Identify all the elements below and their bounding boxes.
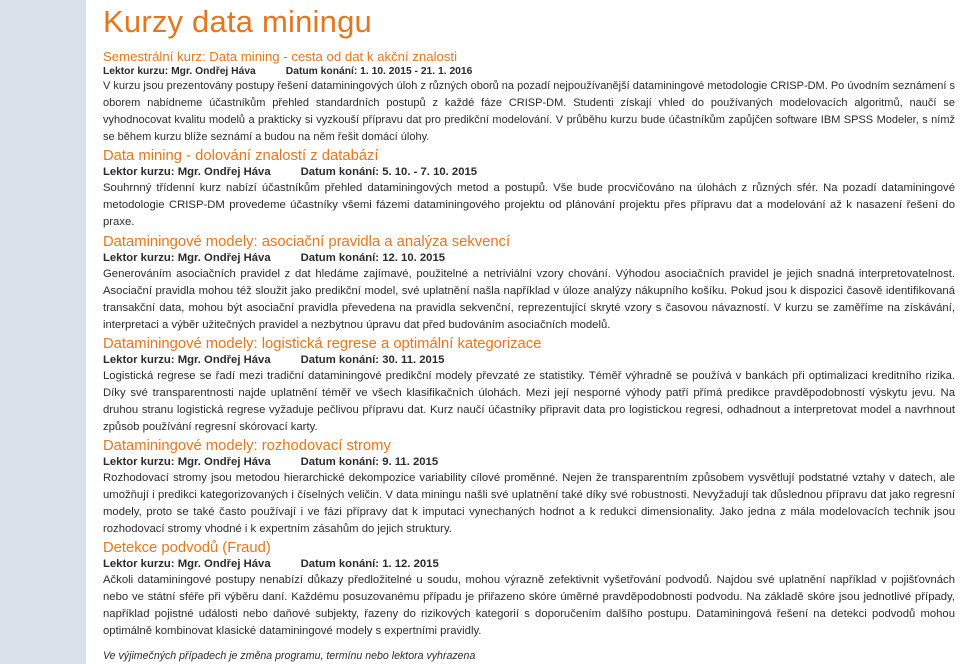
left-decorative-bar <box>0 0 86 664</box>
lecturer: Lektor kurzu: Mgr. Ondřej Háva <box>103 558 271 570</box>
course-title: Data mining - dolování znalostí z databází <box>103 148 379 164</box>
lecturer: Lektor kurzu: Mgr. Ondřej Háva <box>103 354 271 366</box>
course-description: Ačkoli dataminingové postupy nenabízí důkazy předložitelné u soudu, mohou výrazně zefektivnit vyšetřování podvodů. Najdou své uplatnění například v pojišťovnách nebo ve státní sféře při výběru daní. Každému posuzovanému případu je přiřazeno skóre úměrné pravděpodobnosti podvodu. Na základě skóre jsou jednotlivé případy, například pojistné události nebo daňové subjekty, řazeny do rizikových kategorií s doporučením dalšího postupu. Dataminingová řešení na detekci podvodů mohou optimálně kombinovat klasické dataminingové modely s expertními pravidly. <box>103 574 955 637</box>
course-date: Datum konání: 1. 10. 2015 - 21. 1. 2016 <box>285 66 473 77</box>
course-data-mining <box>103 148 955 231</box>
course-meta <box>103 251 955 266</box>
course-logistic-regression <box>103 336 955 436</box>
course-association-rules <box>103 234 955 334</box>
lecturer: Lektor kurzu: Mgr. Ondřej Háva <box>103 456 271 468</box>
course-description: Rozhodovací stromy jsou metodou hierarchické dekompozice variability cílové proměnné. Nejen že transparentním způsobem vysvětlují podstatné vztahy v datech, ale umožňují i predikci kategorizovaných i číselných veličin. V data miningu našli své uplatnění také díky své robustnosti. Nevyžadují tak důslednou přípravu dat jako regresní modely, proto se také často používají i ve fázi přípravy dat k imputaci vynechaných hodnot a k redukci dimensionality. Jako jedna z mála modelovacích technik jsou rozhodovací stromy vhodné i k expertním zásahům do jejich struktury. <box>103 472 955 535</box>
course-semestral <box>103 49 955 146</box>
footer-note: Ve výjimečných případech je změna programu, termínu nebo lektora vyhrazena <box>103 650 476 662</box>
course-title: Semestrální kurz: Data mining - cesta od dat k akční znalosti <box>103 49 458 64</box>
course-date: Datum konání: 12. 10. 2015 <box>300 252 446 264</box>
course-meta <box>103 65 955 78</box>
course-date: Datum konání: 30. 11. 2015 <box>300 354 445 366</box>
course-decision-trees <box>103 438 955 538</box>
main-content <box>103 0 955 640</box>
course-date: Datum konání: 1. 12. 2015 <box>300 558 439 570</box>
course-description: V kurzu jsou prezentovány postupy řešení dataminingových úloh z různých oborů na pozadí nejpoužívanější dataminingové metodologie CRISP-DM. Po úvodním seznámení s oborem nabídneme účastníkům přehled standardních postupů z každé fáze CRISP-DM. Studenti získají vhled do používaných modelovacích algoritmů, naučí se vyhodnocovat kvalitu modelů a prakticky si vyzkouší přípravu dat pro predikční modelování. V průběhu kurzu bude účastníkům zapůjčen software IBM SPSS Modeler, s nímž se během kurzu blíže seznámí a budou na něm řešit domácí úlohy. <box>103 80 955 143</box>
course-description: Generováním asociačních pravidel z dat hledáme zajímavé, použitelné a netriviální vzory chování. Výhodou asociačních pravidel je jejich snadná interpretovatelnost. Asociační pravidla mohou též sloužit jako predikční model, své uplatnění našla například v úloze analýzy nákupního košíku. Pokud jsou k dispozici časově identifikovaná transakční data, mohou být asociační pravidla převedena na pravidla sekvenční, reprezentující skryté vzory s časovou návazností. V kurzu se zaměříme na získávání, interpretaci a výběr užitečných pravidel a nezbytnou úpravu dat před budováním asociačních modelů. <box>103 268 955 331</box>
course-description: Souhrnný třídenní kurz nabízí účastníkům přehled dataminingových metod a postupů. Vše bude procvičováno na úlohách z různých sfér. Na pozadí dataminingové metodologie CRISP-DM provedeme účastníky všemi fázemi dataminingového projektu od plánování projektu přes přípravu dat a modelování až k nasazení řešení do praxe. <box>103 182 955 228</box>
course-description: Logistická regrese se řadí mezi tradiční dataminingové predikční modely převzaté ze statistiky. Téměř výhradně se používá v bankách při optimalizaci kreditního rizika. Díky své transparentnosti najde uplatnění téměř ve všech klasifikačních úlohách. Mezi její nesporné výhody patří přímá predikce pravděpodobností výskytu jevu. Na druhou stranu logistická regrese vyžaduje pečlivou přípravu dat. Kurz naučí účastníky připravit data pro logistickou regresi, odhadnout a interpretovat model a navrhnout způsob používání regresní skórovací karty. <box>103 370 955 433</box>
page-title: Kurzy data miningu <box>103 4 372 39</box>
course-meta <box>103 455 955 470</box>
lecturer: Lektor kurzu: Mgr. Ondřej Háva <box>103 166 271 178</box>
course-meta <box>103 353 955 368</box>
course-fraud-detection <box>103 540 955 640</box>
course-title: Detekce podvodů (Fraud) <box>103 540 271 556</box>
course-title: Dataminingové modely: rozhodovací stromy <box>103 438 391 454</box>
course-date: Datum konání: 9. 11. 2015 <box>300 456 439 468</box>
course-title: Dataminingové modely: logistická regrese a optimální kategorizace <box>103 336 542 352</box>
course-meta <box>103 557 955 572</box>
lecturer: Lektor kurzu: Mgr. Ondřej Háva <box>103 66 256 77</box>
course-date: Datum konání: 5. 10. - 7. 10. 2015 <box>300 166 478 178</box>
course-meta <box>103 165 955 180</box>
lecturer: Lektor kurzu: Mgr. Ondřej Háva <box>103 252 271 264</box>
course-title: Dataminingové modely: asociační pravidla a analýza sekvencí <box>103 234 511 250</box>
